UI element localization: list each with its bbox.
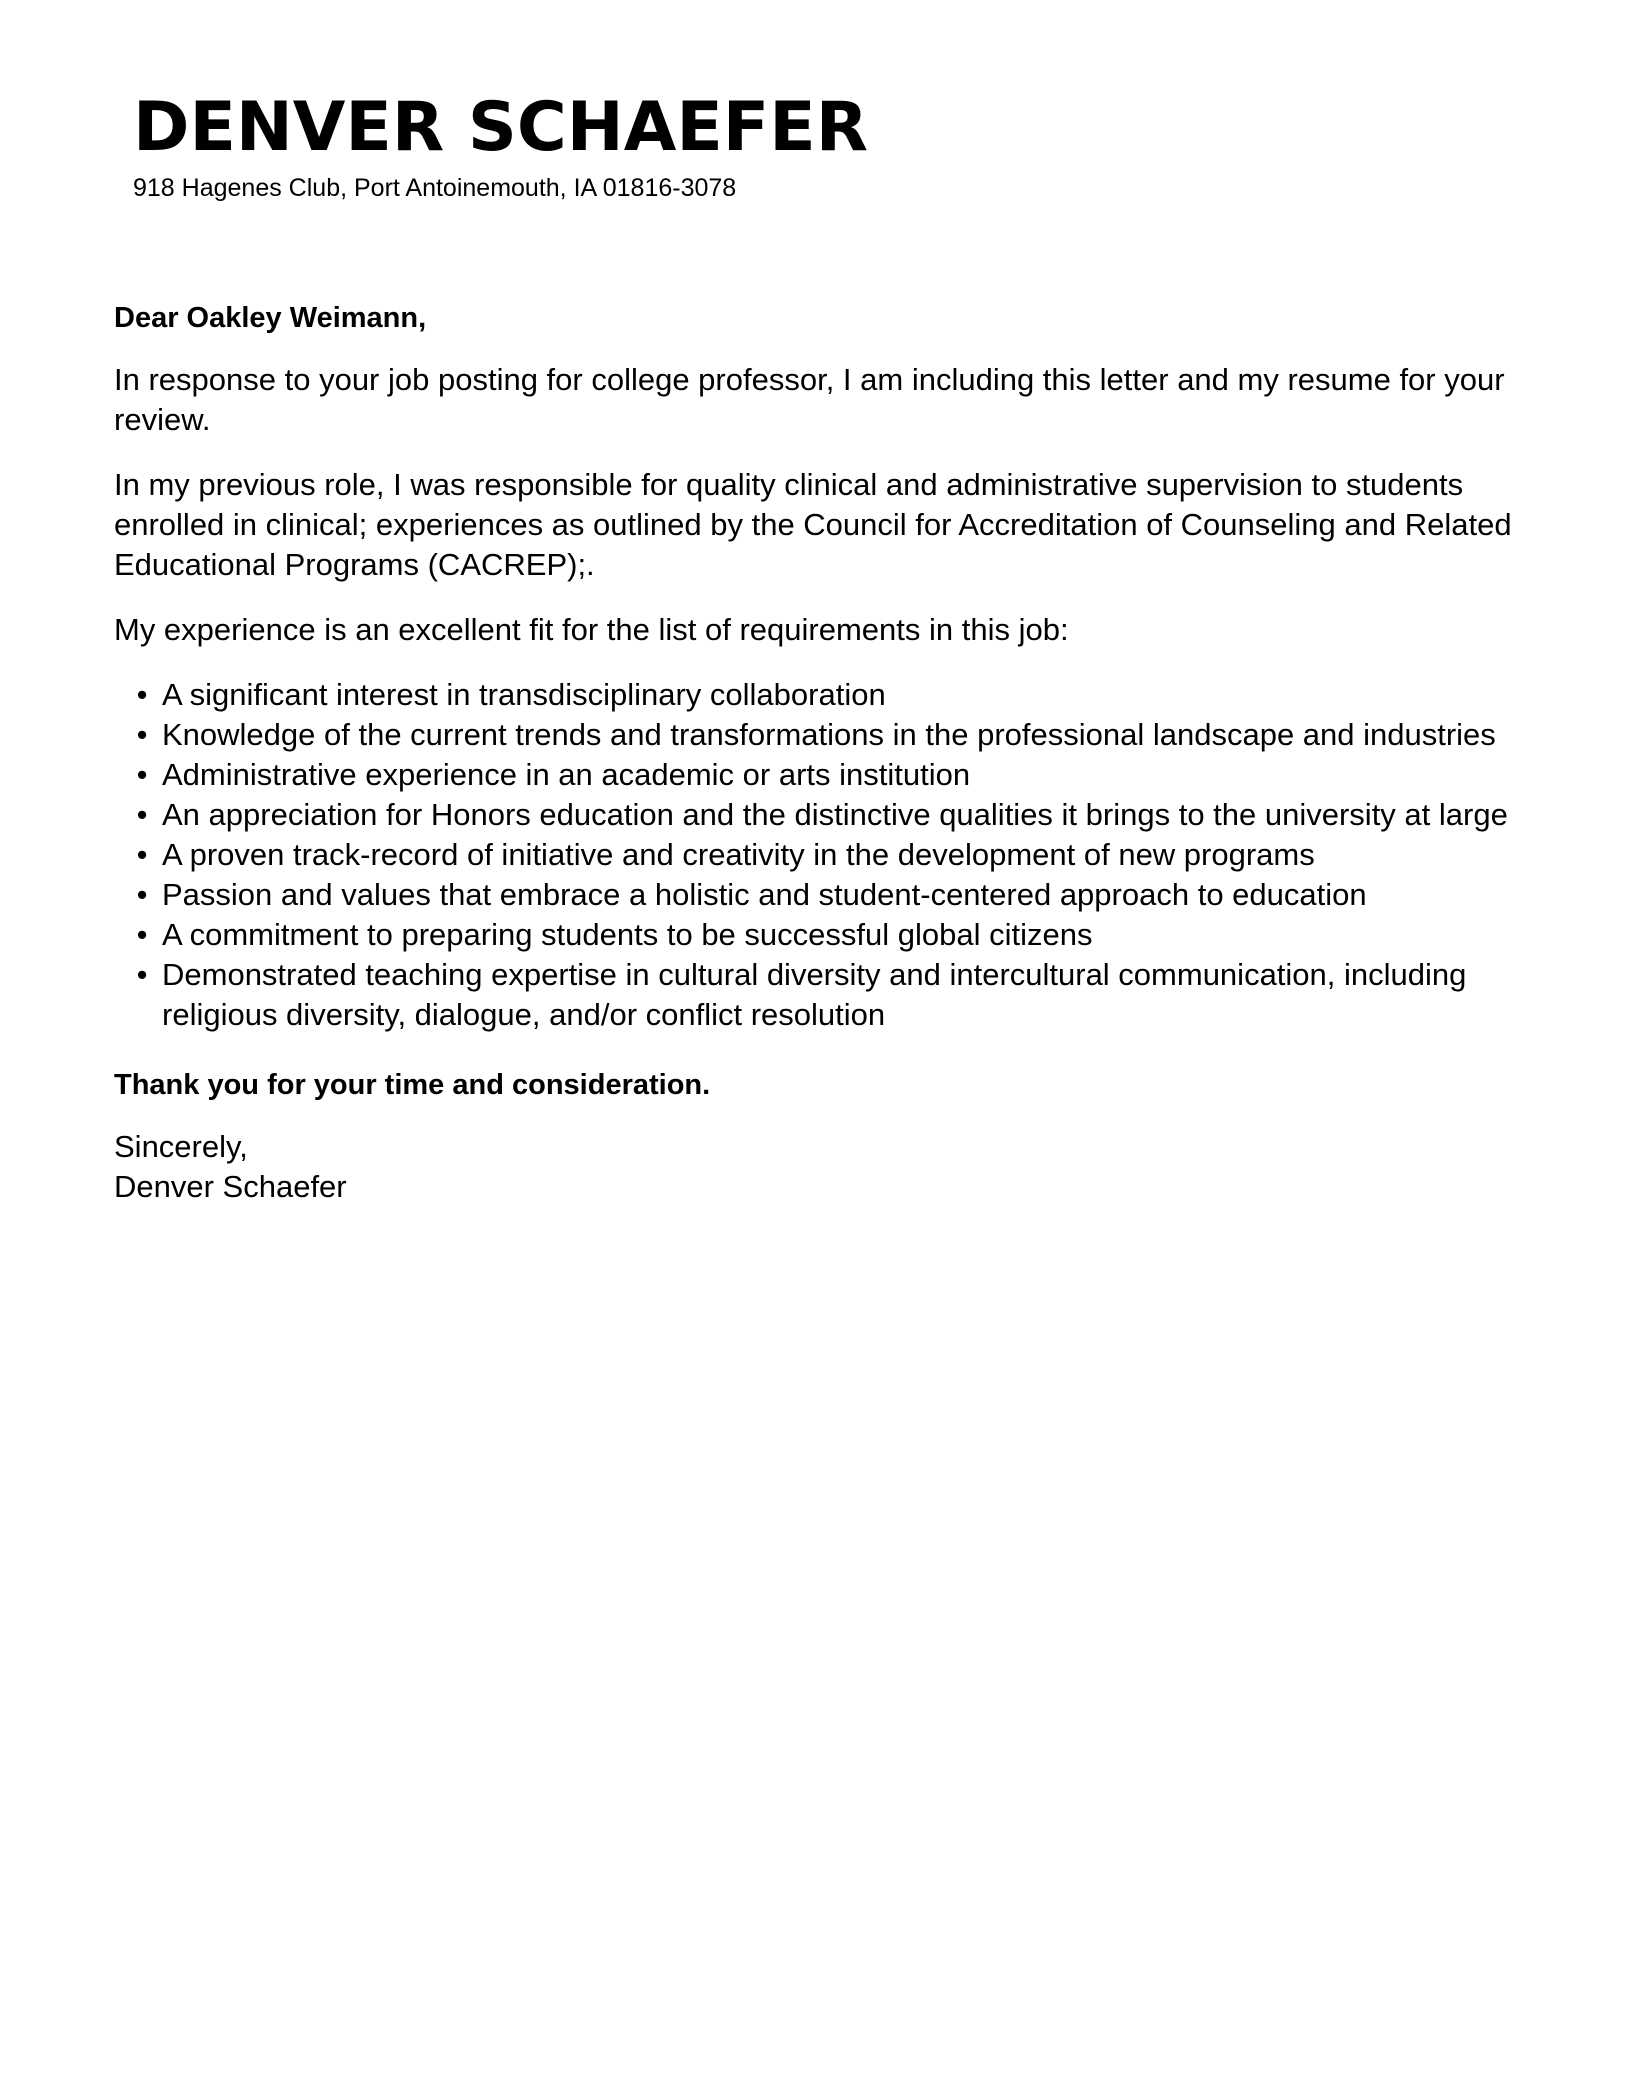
list-item (136, 875, 1534, 915)
bullet-icon: • (136, 877, 148, 912)
letter-header (133, 88, 868, 205)
paragraph-previous-role: In my previous role, I was responsible for quality clinical and administrative supervision to students enrolled in clinical; experiences as outlined by the Council for Accreditation of Counseling and Related Educational Programs (CACREP);. (114, 467, 1512, 582)
paragraph-intro: In response to your job posting for college professor, I am including this letter and my resume for your review. (114, 362, 1505, 437)
bullet-icon: • (136, 837, 148, 872)
bullet-icon: • (136, 677, 148, 712)
bullet-icon: • (136, 797, 148, 832)
list-item-text: Administrative experience in an academic or arts institution (162, 757, 971, 792)
bullet-icon: • (136, 917, 148, 952)
list-item-text: Demonstrated teaching expertise in cultural diversity and intercultural communication, including religious diversity, dialogue, and/or conflict resolution (162, 957, 1467, 1032)
list-item (136, 675, 1534, 715)
bullet-icon: • (136, 957, 148, 992)
list-item (136, 715, 1534, 755)
list-item-text: Knowledge of the current trends and transformations in the professional landscape and industries (162, 717, 1496, 752)
list-item (136, 755, 1534, 795)
signoff: Sincerely, (114, 1129, 248, 1164)
list-item (136, 795, 1534, 835)
letter-body (114, 298, 1534, 1207)
bullet-icon: • (136, 717, 148, 752)
bullet-icon: • (136, 757, 148, 792)
list-item (136, 835, 1534, 875)
requirements-list (114, 675, 1534, 1035)
list-item-text: A significant interest in transdisciplinary collaboration (162, 677, 886, 712)
list-item-text: Passion and values that embrace a holistic and student-centered approach to education (162, 877, 1367, 912)
signature-name: Denver Schaefer (114, 1169, 347, 1204)
closing-line: Thank you for your time and consideration. (114, 1069, 711, 1101)
list-item (136, 915, 1534, 955)
list-item-text: An appreciation for Honors education and the distinctive qualities it brings to the university at large (162, 797, 1508, 832)
paragraph-requirements-lead: My experience is an excellent fit for the list of requirements in this job: (114, 612, 1069, 647)
sender-address: 918 Hagenes Club, Port Antoinemouth, IA 01816-3078 (133, 174, 737, 202)
sender-name: DENVER SCHAEFER (133, 88, 869, 167)
list-item (136, 955, 1534, 1035)
list-item-text: A proven track-record of initiative and creativity in the development of new programs (162, 837, 1315, 872)
salutation: Dear Oakley Weimann, (114, 302, 427, 334)
list-item-text: A commitment to preparing students to be successful global citizens (162, 917, 1093, 952)
